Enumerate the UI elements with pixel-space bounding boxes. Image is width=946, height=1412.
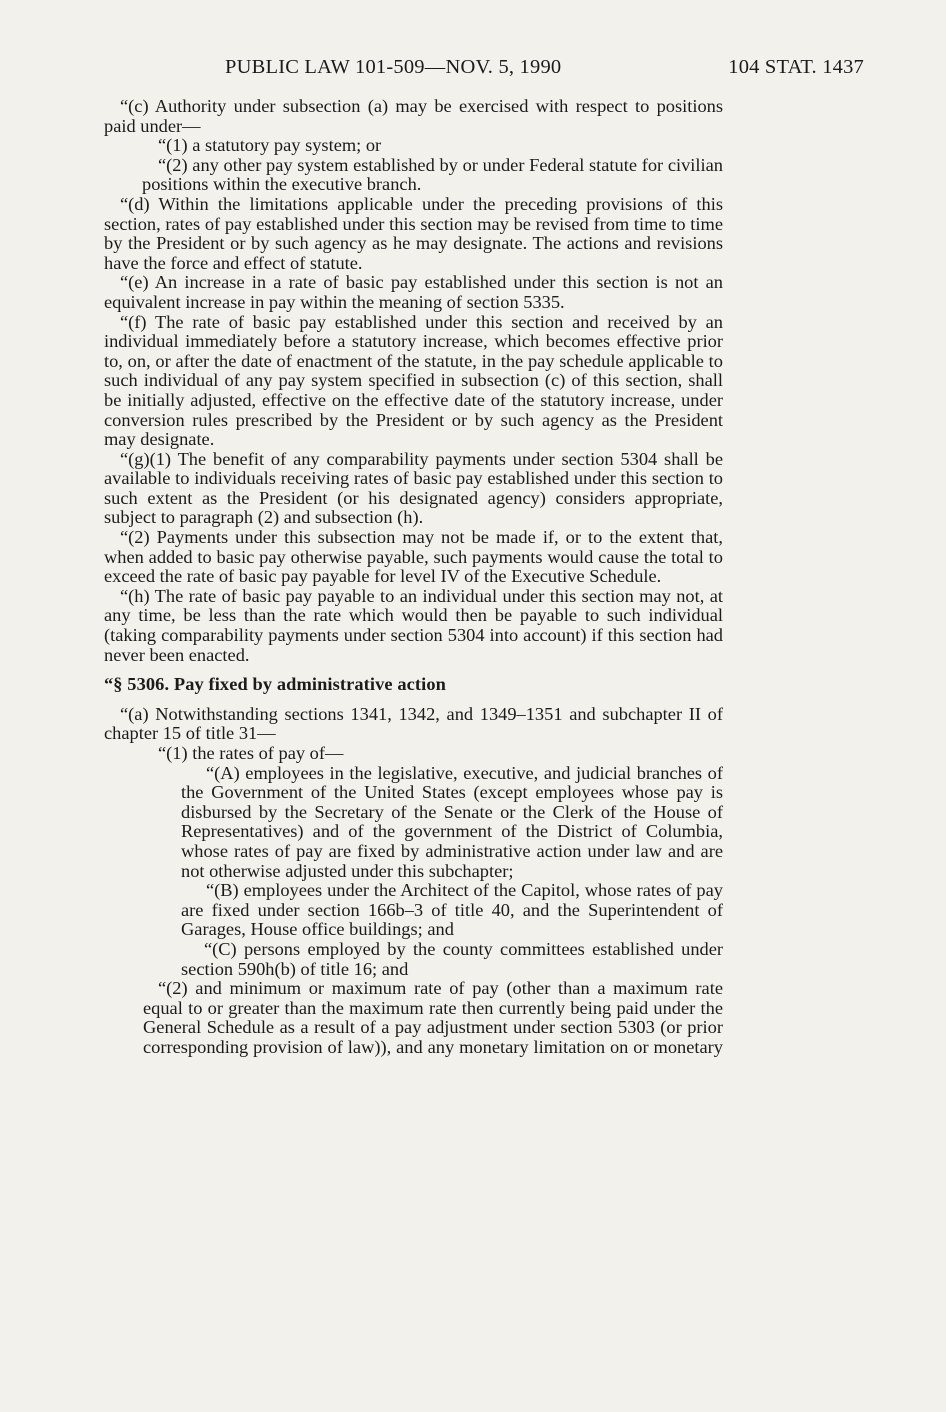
paragraph-g-1: “(g)(1) The benefit of any comparability payments under section 5304 shall be available to individuals receiving rates of basic pay established under this section to such extent as the President (or his designated agency) considers appropriate, subject to paragraph (2) and subsection (h). <box>104 448 723 528</box>
paragraph-c-2: “(2) any other pay system established by or under Federal statute for civilian positions within the executive branch. <box>142 154 723 195</box>
body-text <box>104 97 723 1058</box>
paragraph-h: “(h) The rate of basic pay payable to an individual under this section may not, at any time, be less than the rate which would then be payable to such individual (taking comparability payments under section 5304 into account) if this section had never been enacted. <box>104 585 723 665</box>
paragraph-c-1: “(1) a statutory pay system; or <box>158 135 382 156</box>
paragraph-e: “(e) An increase in a rate of basic pay established under this section is not an equivalent increase in pay within the meaning of section 5335. <box>104 272 723 312</box>
paragraph-a-1-B: “(B) employees under the Architect of the Capitol, whose rates of pay are fixed under section 166b–3 of title 40, and the Superintendent of Garages, House office buildings; and <box>181 880 723 940</box>
paragraph-g-2: “(2) Payments under this subsection may not be made if, or to the extent that, when added to basic pay otherwise payable, such payments would cause the total to exceed the rate of basic pay payable for level IV of the Executive Schedule. <box>104 527 723 587</box>
paragraph-f: “(f) The rate of basic pay established under this section and received by an individual immediately before a statutory increase, which becomes effective prior to, on, or after the date of enactment of the statute, in the pay schedule applicable to such individual of any pay system specified in subsection (c) of this section, shall be initially adjusted, effective on the effective date of the statutory increase, under conversion rules prescribed by the President or by such agency as the President may designate. <box>104 311 723 450</box>
paragraph-c: “(c) Authority under subsection (a) may be exercised with respect to positions paid under— <box>104 96 723 136</box>
section-heading: “§ 5306. Pay fixed by administrative action <box>104 674 446 695</box>
paragraph-a-1-C: “(C) persons employed by the county committees established under section 590h(b) of title 16; and <box>181 938 723 979</box>
paragraph-a-2: “(2) and minimum or maximum rate of pay (other than a maximum rate equal to or greater than the maximum rate then currently being paid under the General Schedule as a result of a pay adjustment under section 5303 (or prior corresponding provision of law)), and any monetary limitation on or monetary <box>143 978 723 1057</box>
paragraph-a-1: “(1) the rates of pay of— <box>158 743 344 763</box>
paragraph-a-1-A: “(A) employees in the legislative, executive, and judicial branches of the Government of the United States (except employees whose pay is disbursed by the Secretary of the Senate or the Clerk of the House of Representatives) and of the government of the District of Columbia, whose rates of pay are fixed by administrative action under law and are not otherwise adjusted under this subchapter; <box>181 762 723 881</box>
paragraph-a: “(a) Notwithstanding sections 1341, 1342, and 1349–1351 and subchapter II of chapter 15 of title 31— <box>104 703 723 744</box>
paragraph-d: “(d) Within the limitations applicable under the preceding provisions of this section, rates of pay established under this section may be revised from time to time by the President or by such agency as he may designate. The actions and revisions have the force and effect of statute. <box>104 193 723 273</box>
header-title: PUBLIC LAW 101-509—NOV. 5, 1990 <box>225 56 562 78</box>
page-header <box>104 56 868 84</box>
header-page-reference: 104 STAT. 1437 <box>728 56 864 78</box>
